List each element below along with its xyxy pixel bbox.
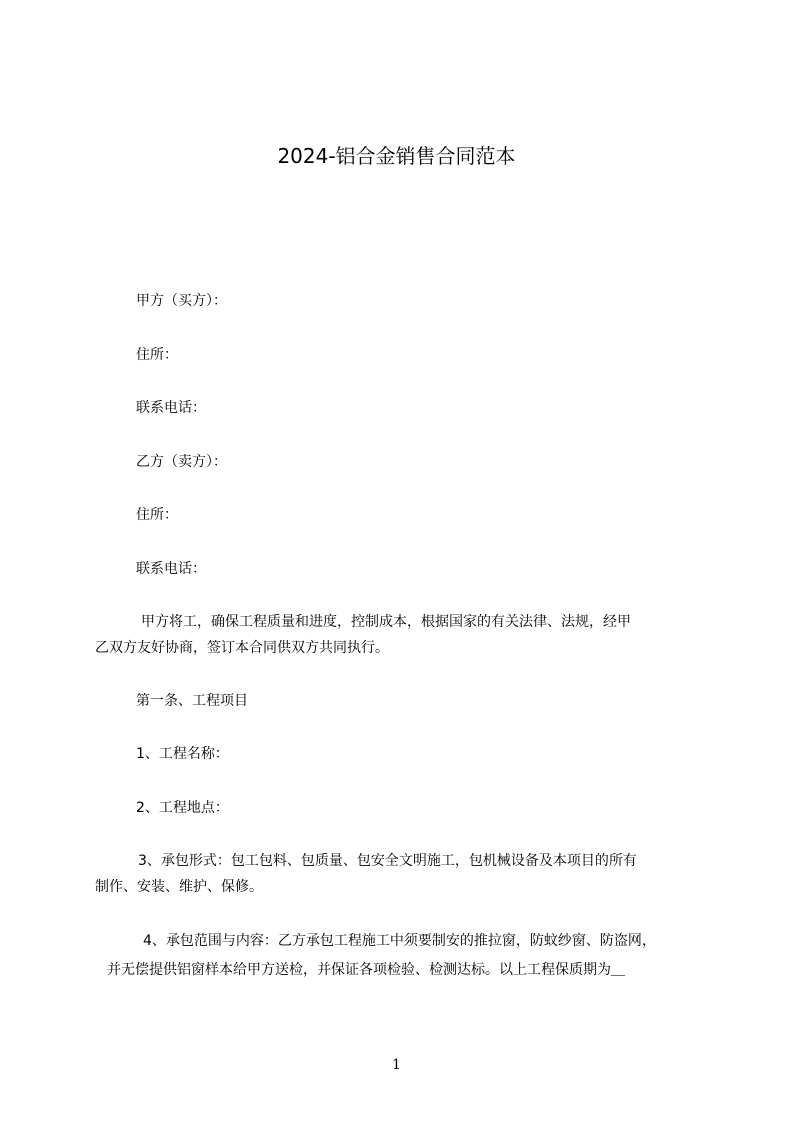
party-a-label: 甲方（买方）： <box>136 293 227 309</box>
item-3-line-2: 制作、安装、维护、保修。 <box>95 879 263 895</box>
page-number: 1 <box>392 1057 401 1073</box>
document-title: 2024-铝合金销售合同范本 <box>277 144 516 168</box>
preamble-line-1: 甲方将工，确保工程质量和进度，控制成本，根据国家的有关法律、法规，经甲 <box>141 614 631 630</box>
party-a-address: 住所： <box>136 347 178 363</box>
party-b-address: 住所： <box>136 507 178 523</box>
item-1-project-name: 1、工程名称： <box>136 746 229 762</box>
party-a-phone: 联系电话： <box>136 400 206 416</box>
item-3-line-1: 3、承包形式：包工包料、包质量、包安全文明施工，包机械设备及本项目的所有 <box>138 853 637 869</box>
article-1-heading: 第一条、工程项目 <box>136 693 248 709</box>
party-b-phone: 联系电话： <box>136 561 206 577</box>
item-2-project-location: 2、工程地点： <box>136 800 229 816</box>
preamble-line-2: 乙双方友好协商，签订本合同供双方共同执行。 <box>95 640 389 656</box>
item-4-line-1: 4、承包范围与内容：乙方承包工程施工中须要制安的推拉窗，防蚊纱窗、防盗网， <box>143 933 656 949</box>
party-b-label: 乙方（卖方）： <box>136 454 227 470</box>
item-4-line-2: 并无偿提供铝窗样本给甲方送检，并保证各项检验、检测达标。以上工程保质期为＿ <box>107 962 625 978</box>
